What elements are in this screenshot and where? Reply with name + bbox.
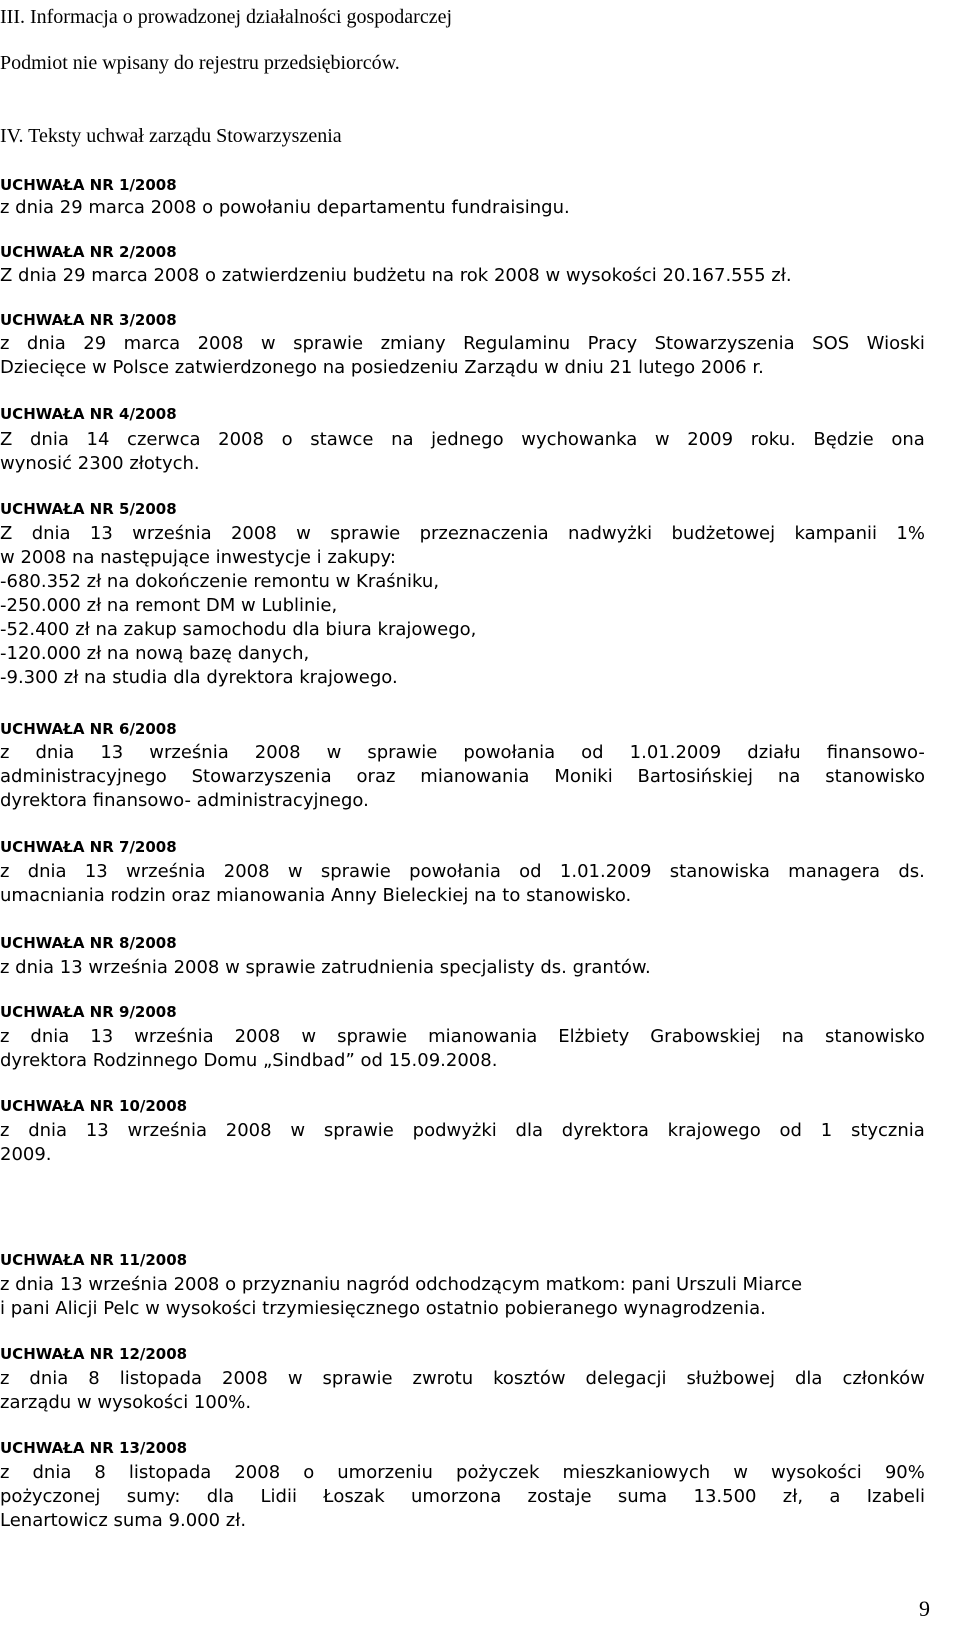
resolution-title: UCHWAŁA NR 6/2008 [0,720,177,738]
resolution-text: Z dnia 13 września 2008 w sprawie przeznaczenia nadwyżki budżetowej kampanii 1% [0,523,925,544]
resolution-text: w 2008 na następujące inwestycje i zakupy: [0,547,396,568]
resolution-text: Lenartowicz suma 9.000 zł. [0,1510,247,1531]
section-4-title: IV. Teksty uchwał zarządu Stowarzyszenia [0,125,342,147]
resolution-title: UCHWAŁA NR 7/2008 [0,838,177,856]
resolution-text: administracyjnego Stowarzyszenia oraz mianowania Moniki Bartosińskiej na stanowisko [0,766,925,787]
resolution-text: z dnia 13 września 2008 w sprawie zatrudnienia specjalisty ds. grantów. [0,957,651,978]
resolution-text: Dziecięce w Polsce zatwierdzonego na posiedzeniu Zarządu w dniu 21 lutego 2006 r. [0,357,764,378]
resolution-title: UCHWAŁA NR 5/2008 [0,500,177,518]
resolution-text: -680.352 zł na dokończenie remontu w Kraśniku, [0,571,440,592]
resolution-title: UCHWAŁA NR 13/2008 [0,1439,188,1457]
resolution-text: z dnia 8 listopada 2008 o umorzeniu pożyczek mieszkaniowych w wysokości 90% [0,1462,925,1483]
resolution-text: -52.400 zł na zakup samochodu dla biura krajowego, [0,619,477,640]
resolution-text: zarządu w wysokości 100%. [0,1392,252,1413]
resolution-title: UCHWAŁA NR 10/2008 [0,1097,188,1115]
resolution-text: z dnia 13 września 2008 w sprawie mianowania Elżbiety Grabowskiej na stanowisko [0,1026,925,1047]
resolution-title: UCHWAŁA NR 1/2008 [0,176,177,194]
resolution-title: UCHWAŁA NR 4/2008 [0,405,177,423]
resolution-text: umacniania rodzin oraz mianowania Anny Bieleckiej na to stanowisko. [0,885,632,906]
resolution-text: -9.300 zł na studia dla dyrektora krajowego. [0,667,398,688]
resolution-title: UCHWAŁA NR 3/2008 [0,311,177,329]
resolution-title: UCHWAŁA NR 11/2008 [0,1251,188,1269]
resolution-text: z dnia 13 września 2008 w sprawie powołania od 1.01.2009 stanowiska managera ds. [0,861,925,882]
resolution-text: z dnia 13 września 2008 w sprawie powołania od 1.01.2009 działu finansowo- [0,742,925,763]
resolution-text: dyrektora Rodzinnego Domu „Sindbad” od 15.09.2008. [0,1050,498,1071]
resolution-text: i pani Alicji Pelc w wysokości trzymiesięcznego ostatnio pobieranego wynagrodzenia. [0,1298,766,1319]
resolution-text: Z dnia 29 marca 2008 o zatwierdzeniu budżetu na rok 2008 w wysokości 20.167.555 zł. [0,265,792,286]
resolution-text: Z dnia 14 czerwca 2008 o stawce na jednego wychowanka w 2009 roku. Będzie ona [0,429,925,450]
resolution-text: z dnia 29 marca 2008 w sprawie zmiany Regulaminu Pracy Stowarzyszenia SOS Wioski [0,333,925,354]
section-3-text: Podmiot nie wpisany do rejestru przedsiębiorców. [0,52,400,74]
page-number: 9 [919,1596,930,1621]
resolution-text: z dnia 13 września 2008 o przyznaniu nagród odchodzącym matkom: pani Urszuli Miarce [0,1274,803,1295]
resolution-title: UCHWAŁA NR 2/2008 [0,243,177,261]
resolution-title: UCHWAŁA NR 8/2008 [0,934,177,952]
resolution-text: z dnia 8 listopada 2008 w sprawie zwrotu kosztów delegacji służbowej dla członków [0,1368,925,1389]
resolution-text: 2009. [0,1144,52,1165]
resolution-text: z dnia 29 marca 2008 o powołaniu departamentu fundraisingu. [0,197,570,218]
resolution-text: z dnia 13 września 2008 w sprawie podwyżki dla dyrektora krajowego od 1 stycznia [0,1120,925,1141]
resolution-text: pożyczonej sumy: dla Lidii Łoszak umorzona zostaje suma 13.500 zł, a Izabeli [0,1486,925,1507]
resolution-text: dyrektora finansowo- administracyjnego. [0,790,369,811]
resolution-title: UCHWAŁA NR 12/2008 [0,1345,188,1363]
resolution-title: UCHWAŁA NR 9/2008 [0,1003,177,1021]
resolution-text: wynosić 2300 złotych. [0,453,200,474]
resolution-text: -120.000 zł na nową bazę danych, [0,643,310,664]
resolution-text: -250.000 zł na remont DM w Lublinie, [0,595,338,616]
section-3-title: III. Informacja o prowadzonej działalności gospodarczej [0,6,453,28]
